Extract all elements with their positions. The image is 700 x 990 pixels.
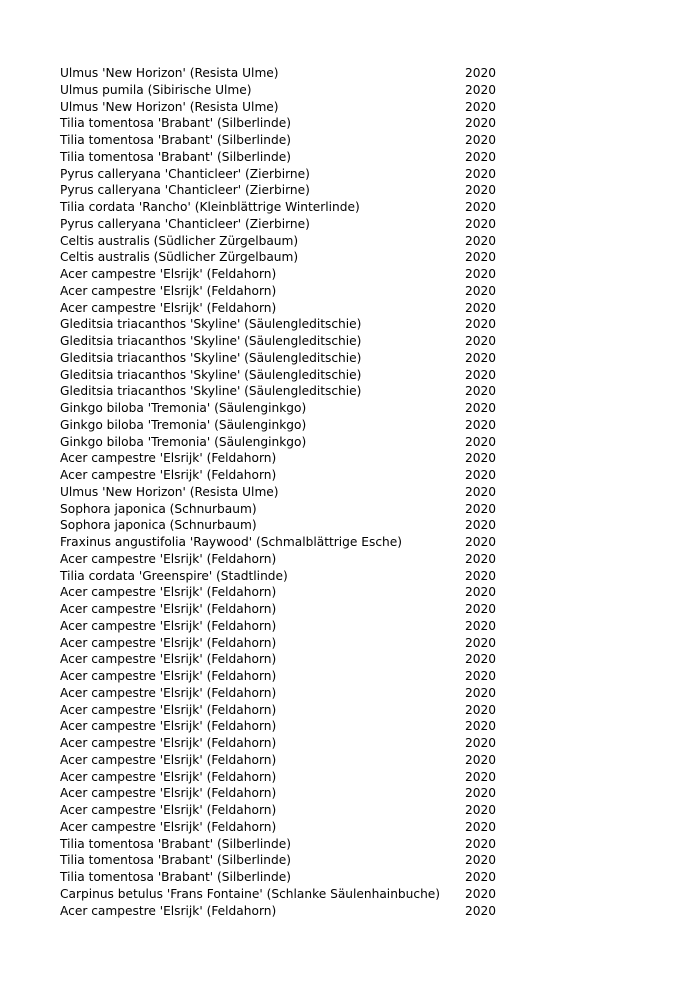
planting-year: 2020: [465, 350, 497, 365]
list-item: [60, 82, 520, 99]
tree-species-name: Pyrus calleryana 'Chanticleer' (Zierbirne): [60, 166, 310, 181]
tree-species-name: Acer campestre 'Elsrijk' (Feldahorn): [60, 685, 277, 700]
planting-year: 2020: [465, 133, 497, 147]
planting-year: 2020: [465, 702, 497, 717]
list-item: [60, 886, 520, 903]
tree-species-name: Acer campestre 'Elsrijk' (Feldahorn): [60, 585, 277, 600]
list-item: [60, 601, 520, 618]
planting-year: 2020: [465, 518, 497, 533]
planting-year: 2020: [465, 334, 497, 348]
tree-species-name: Acer campestre 'Elsrijk' (Feldahorn): [60, 283, 277, 298]
planting-year: 2020: [465, 568, 497, 583]
tree-species-name: Acer campestre 'Elsrijk' (Feldahorn): [60, 635, 277, 650]
tree-species-name: Acer campestre 'Elsrijk' (Feldahorn): [60, 602, 277, 616]
list-item: [60, 400, 520, 417]
list-item: [60, 434, 520, 451]
list-item: [60, 149, 520, 166]
list-item: [60, 216, 520, 233]
planting-year: 2020: [465, 635, 497, 650]
tree-species-name: Ginkgo biloba 'Tremonia' (Säulenginkgo): [60, 417, 307, 432]
planting-year: 2020: [465, 685, 497, 700]
planting-year: 2020: [465, 501, 497, 516]
planting-year: 2020: [465, 216, 497, 231]
tree-species-name: Sophora japonica (Schnurbaum): [60, 518, 257, 533]
tree-species-name: Acer campestre 'Elsrijk' (Feldahorn): [60, 652, 277, 667]
list-item: [60, 718, 520, 735]
tree-species-name: Acer campestre 'Elsrijk' (Feldahorn): [60, 669, 277, 683]
planting-year: 2020: [465, 267, 497, 281]
tree-species-name: Acer campestre 'Elsrijk' (Feldahorn): [60, 267, 277, 281]
tree-species-name: Tilia tomentosa 'Brabant' (Silberlinde): [60, 116, 291, 131]
planting-year: 2020: [465, 669, 497, 683]
planting-year: 2020: [465, 719, 497, 734]
list-item: [60, 333, 520, 350]
tree-species-name: Gleditsia triacanthos 'Skyline' (Säulengleditschie): [60, 334, 362, 348]
tree-species-name: Acer campestre 'Elsrijk' (Feldahorn): [60, 736, 277, 750]
tree-species-name: Acer campestre 'Elsrijk' (Feldahorn): [60, 551, 277, 566]
tree-species-name: Acer campestre 'Elsrijk' (Feldahorn): [60, 903, 277, 918]
list-item: [60, 534, 520, 551]
list-item: [60, 266, 520, 283]
planting-year: 2020: [465, 752, 497, 767]
list-item: [60, 668, 520, 685]
tree-species-name: Acer campestre 'Elsrijk' (Feldahorn): [60, 719, 277, 734]
planting-year: 2020: [465, 317, 497, 332]
planting-year: 2020: [465, 836, 497, 851]
list-item: [60, 651, 520, 668]
tree-species-name: Tilia tomentosa 'Brabant' (Silberlinde): [60, 149, 291, 164]
list-item: [60, 852, 520, 869]
planting-year: 2020: [465, 853, 497, 868]
list-item: [60, 517, 520, 534]
planting-year: 2020: [465, 652, 497, 667]
planting-year: 2020: [465, 803, 497, 817]
tree-species-name: Ulmus pumila (Sibirische Ulme): [60, 82, 252, 97]
list-item: [60, 283, 520, 300]
planting-year: 2020: [465, 903, 497, 918]
tree-species-name: Tilia tomentosa 'Brabant' (Silberlinde): [60, 853, 291, 868]
tree-list: [60, 65, 520, 919]
list-item: [60, 501, 520, 518]
tree-species-name: Celtis australis (Südlicher Zürgelbaum): [60, 250, 299, 265]
list-item: [60, 869, 520, 886]
list-item: [60, 467, 520, 484]
planting-year: 2020: [465, 484, 497, 499]
list-item: [60, 903, 520, 920]
list-item: [60, 99, 520, 116]
planting-year: 2020: [465, 82, 497, 97]
tree-species-name: Ginkgo biloba 'Tremonia' (Säulenginkgo): [60, 434, 307, 449]
list-item: [60, 450, 520, 467]
planting-year: 2020: [465, 451, 497, 466]
list-item: [60, 233, 520, 250]
planting-year: 2020: [465, 618, 497, 633]
planting-year: 2020: [465, 401, 497, 415]
tree-species-name: Ulmus 'New Horizon' (Resista Ulme): [60, 66, 279, 80]
list-item: [60, 785, 520, 802]
planting-year: 2020: [465, 99, 497, 114]
tree-species-name: Acer campestre 'Elsrijk' (Feldahorn): [60, 618, 277, 633]
tree-species-name: Pyrus calleryana 'Chanticleer' (Zierbirne): [60, 216, 310, 231]
planting-year: 2020: [465, 66, 497, 80]
planting-year: 2020: [465, 300, 497, 315]
list-item: [60, 702, 520, 719]
list-item: [60, 568, 520, 585]
planting-year: 2020: [465, 468, 497, 482]
planting-year: 2020: [465, 886, 497, 901]
list-item: [60, 484, 520, 501]
list-item: [60, 132, 520, 149]
planting-year: 2020: [465, 602, 497, 616]
list-item: [60, 367, 520, 384]
list-item: [60, 199, 520, 216]
list-item: [60, 350, 520, 367]
tree-species-name: Acer campestre 'Elsrijk' (Feldahorn): [60, 468, 277, 482]
planting-year: 2020: [465, 233, 497, 248]
planting-year: 2020: [465, 116, 497, 131]
list-item: [60, 685, 520, 702]
tree-species-name: Gleditsia triacanthos 'Skyline' (Säulengleditschie): [60, 384, 362, 399]
tree-species-name: Tilia cordata 'Rancho' (Kleinblättrige Winterlinde): [60, 200, 360, 214]
list-item: [60, 300, 520, 317]
tree-species-name: Gleditsia triacanthos 'Skyline' (Säulengleditschie): [60, 317, 362, 332]
tree-species-name: Pyrus calleryana 'Chanticleer' (Zierbirne): [60, 183, 310, 198]
tree-species-name: Tilia cordata 'Greenspire' (Stadtlinde): [60, 568, 288, 583]
list-item: [60, 802, 520, 819]
tree-species-name: Sophora japonica (Schnurbaum): [60, 501, 257, 516]
tree-species-name: Ginkgo biloba 'Tremonia' (Säulenginkgo): [60, 401, 307, 415]
list-item: [60, 584, 520, 601]
tree-species-name: Fraxinus angustifolia 'Raywood' (Schmalblättrige Esche): [60, 535, 402, 549]
list-item: [60, 752, 520, 769]
list-item: [60, 182, 520, 199]
planting-year: 2020: [465, 551, 497, 566]
list-item: [60, 635, 520, 652]
tree-species-name: Tilia tomentosa 'Brabant' (Silberlinde): [60, 870, 291, 884]
planting-year: 2020: [465, 819, 497, 834]
planting-year: 2020: [465, 535, 497, 549]
list-item: [60, 115, 520, 132]
planting-year: 2020: [465, 283, 497, 298]
list-item: [60, 417, 520, 434]
tree-species-name: Acer campestre 'Elsrijk' (Feldahorn): [60, 451, 277, 466]
tree-species-name: Acer campestre 'Elsrijk' (Feldahorn): [60, 803, 277, 817]
list-item: [60, 769, 520, 786]
list-item: [60, 383, 520, 400]
tree-species-name: Acer campestre 'Elsrijk' (Feldahorn): [60, 786, 277, 801]
list-item: [60, 836, 520, 853]
planting-year: 2020: [465, 870, 497, 884]
planting-year: 2020: [465, 166, 497, 181]
planting-year: 2020: [465, 149, 497, 164]
tree-species-name: Celtis australis (Südlicher Zürgelbaum): [60, 233, 299, 248]
tree-species-name: Carpinus betulus 'Frans Fontaine' (Schlanke Säulenhainbuche): [60, 886, 441, 901]
list-item: [60, 166, 520, 183]
planting-year: 2020: [465, 769, 497, 784]
planting-year: 2020: [465, 417, 497, 432]
list-item: [60, 735, 520, 752]
list-item: [60, 316, 520, 333]
planting-year: 2020: [465, 384, 497, 399]
list-item: [60, 551, 520, 568]
planting-year: 2020: [465, 250, 497, 265]
tree-species-name: Acer campestre 'Elsrijk' (Feldahorn): [60, 819, 277, 834]
tree-species-name: Gleditsia triacanthos 'Skyline' (Säulengleditschie): [60, 350, 362, 365]
planting-year: 2020: [465, 367, 497, 382]
tree-species-name: Acer campestre 'Elsrijk' (Feldahorn): [60, 300, 277, 315]
tree-species-name: Gleditsia triacanthos 'Skyline' (Säulengleditschie): [60, 367, 362, 382]
planting-year: 2020: [465, 786, 497, 801]
tree-species-name: Ulmus 'New Horizon' (Resista Ulme): [60, 99, 279, 114]
tree-species-name: Tilia tomentosa 'Brabant' (Silberlinde): [60, 133, 291, 147]
planting-year: 2020: [465, 183, 497, 198]
tree-species-name: Ulmus 'New Horizon' (Resista Ulme): [60, 484, 279, 499]
planting-year: 2020: [465, 585, 497, 600]
tree-species-name: Acer campestre 'Elsrijk' (Feldahorn): [60, 769, 277, 784]
tree-species-name: Tilia tomentosa 'Brabant' (Silberlinde): [60, 836, 291, 851]
planting-year: 2020: [465, 434, 497, 449]
planting-year: 2020: [465, 736, 497, 750]
tree-species-name: Acer campestre 'Elsrijk' (Feldahorn): [60, 702, 277, 717]
tree-species-name: Acer campestre 'Elsrijk' (Feldahorn): [60, 752, 277, 767]
list-item: [60, 618, 520, 635]
list-item: [60, 65, 520, 82]
planting-year: 2020: [465, 200, 497, 214]
list-item: [60, 249, 520, 266]
list-item: [60, 819, 520, 836]
